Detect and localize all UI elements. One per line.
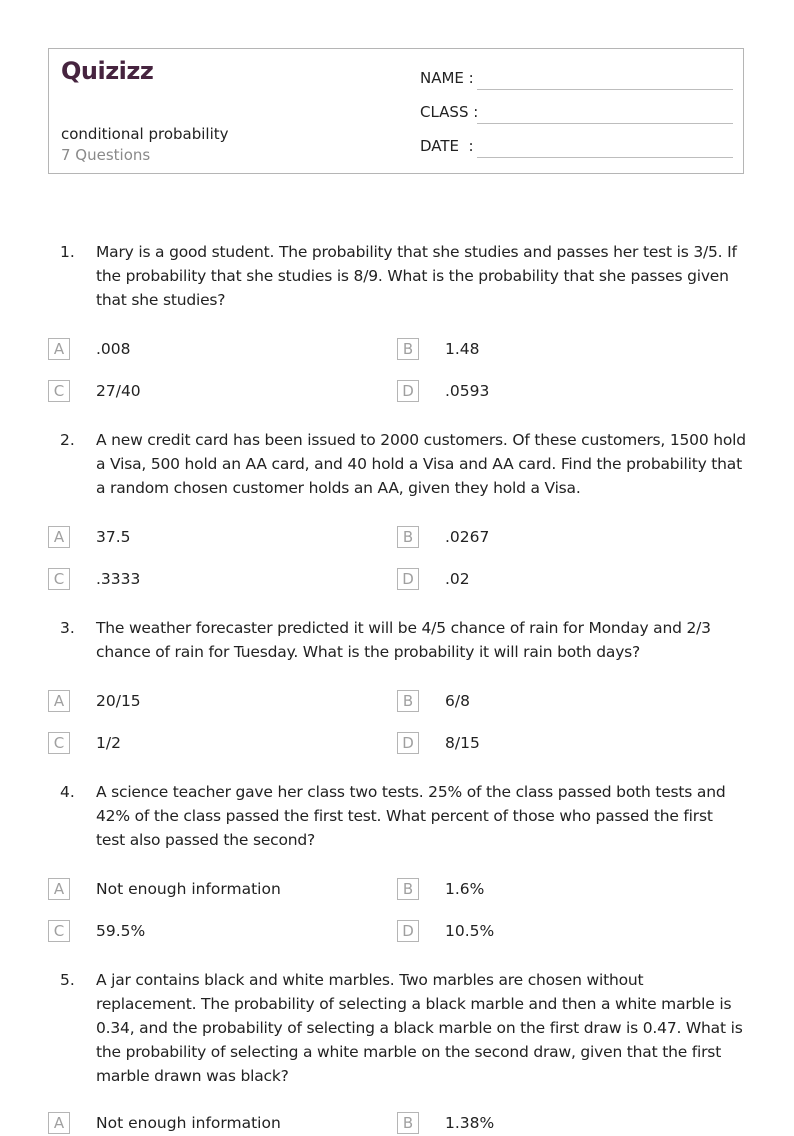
option-letter-box: C [48, 920, 70, 942]
option-letter-box: D [397, 380, 419, 402]
option-letter-box: D [397, 732, 419, 754]
question-text: The weather forecaster predicted it will be 4/5 chance of rain for Monday and 2/3 chance of rain for Tuesday. What is the probability it will rain both days? [96, 619, 711, 661]
date-label: DATE : [420, 137, 474, 155]
option-text: 37.5 [96, 528, 131, 546]
question-number: 1. [60, 243, 75, 261]
option-letter-box: C [48, 568, 70, 590]
class-line[interactable] [477, 123, 733, 124]
worksheet-header [48, 48, 744, 174]
name-label: NAME : [420, 69, 474, 87]
option-text: 1.48 [445, 340, 480, 358]
option-letter-box: A [48, 1112, 70, 1134]
option-letter-box: A [48, 526, 70, 548]
option-letter-box: A [48, 338, 70, 360]
option-text: 8/15 [445, 734, 480, 752]
option-letter-box: A [48, 690, 70, 712]
quizizz-logo: Quizizz [61, 57, 154, 85]
option-text: 1/2 [96, 734, 121, 752]
option-text: .02 [445, 570, 470, 588]
option-text: .0267 [445, 528, 490, 546]
option-letter-box: B [397, 690, 419, 712]
date-line[interactable] [477, 157, 733, 158]
option-text: 27/40 [96, 382, 141, 400]
option-text: .0593 [445, 382, 490, 400]
worksheet-title: conditional probability [61, 125, 229, 143]
question-text: A jar contains black and white marbles. Two marbles are chosen without replacement. The probability of selecting a black marble and then a white marble is 0.34, and the probability of selecting a black marble on the first draw is 0.47. What is the probability of selecting a white marble on the second draw, given that the first marble drawn was black? [96, 971, 743, 1085]
name-field[interactable] [420, 69, 733, 91]
option-text: 1.6% [445, 880, 485, 898]
option-letter-box: B [397, 1112, 419, 1134]
option-letter-box: D [397, 920, 419, 942]
question-number: 4. [60, 783, 75, 801]
option-text: .008 [96, 340, 131, 358]
option-letter-box: B [397, 878, 419, 900]
name-line[interactable] [477, 89, 733, 90]
option-letter-box: A [48, 878, 70, 900]
option-text: 1.38% [445, 1114, 495, 1132]
class-label: CLASS : [420, 103, 479, 121]
option-text: 6/8 [445, 692, 470, 710]
question-number: 3. [60, 619, 75, 637]
class-field[interactable] [420, 103, 733, 125]
option-letter-box: C [48, 380, 70, 402]
question-number: 5. [60, 971, 75, 989]
question-text: Mary is a good student. The probability that she studies and passes her test is 3/5. If the probability that she studies is 8/9. What is the probability that she passes given that she studies? [96, 243, 737, 309]
option-text: Not enough information [96, 1114, 281, 1132]
date-field[interactable] [420, 137, 733, 159]
option-letter-box: C [48, 732, 70, 754]
option-letter-box: B [397, 338, 419, 360]
question-count: 7 Questions [61, 146, 151, 164]
question-text: A new credit card has been issued to 2000 customers. Of these customers, 1500 hold a Visa, 500 hold an AA card, and 40 hold a Visa and AA card. Find the probability that a random chosen customer holds an AA, given they hold a Visa. [96, 431, 746, 497]
option-text: 59.5% [96, 922, 146, 940]
option-letter-box: D [397, 568, 419, 590]
option-text: 10.5% [445, 922, 495, 940]
option-text: .3333 [96, 570, 141, 588]
question-number: 2. [60, 431, 75, 449]
question-text: A science teacher gave her class two tests. 25% of the class passed both tests and 42% of the class passed the first test. What percent of those who passed the first test also passed the second? [96, 783, 726, 849]
option-text: Not enough information [96, 880, 281, 898]
option-letter-box: B [397, 526, 419, 548]
option-text: 20/15 [96, 692, 141, 710]
